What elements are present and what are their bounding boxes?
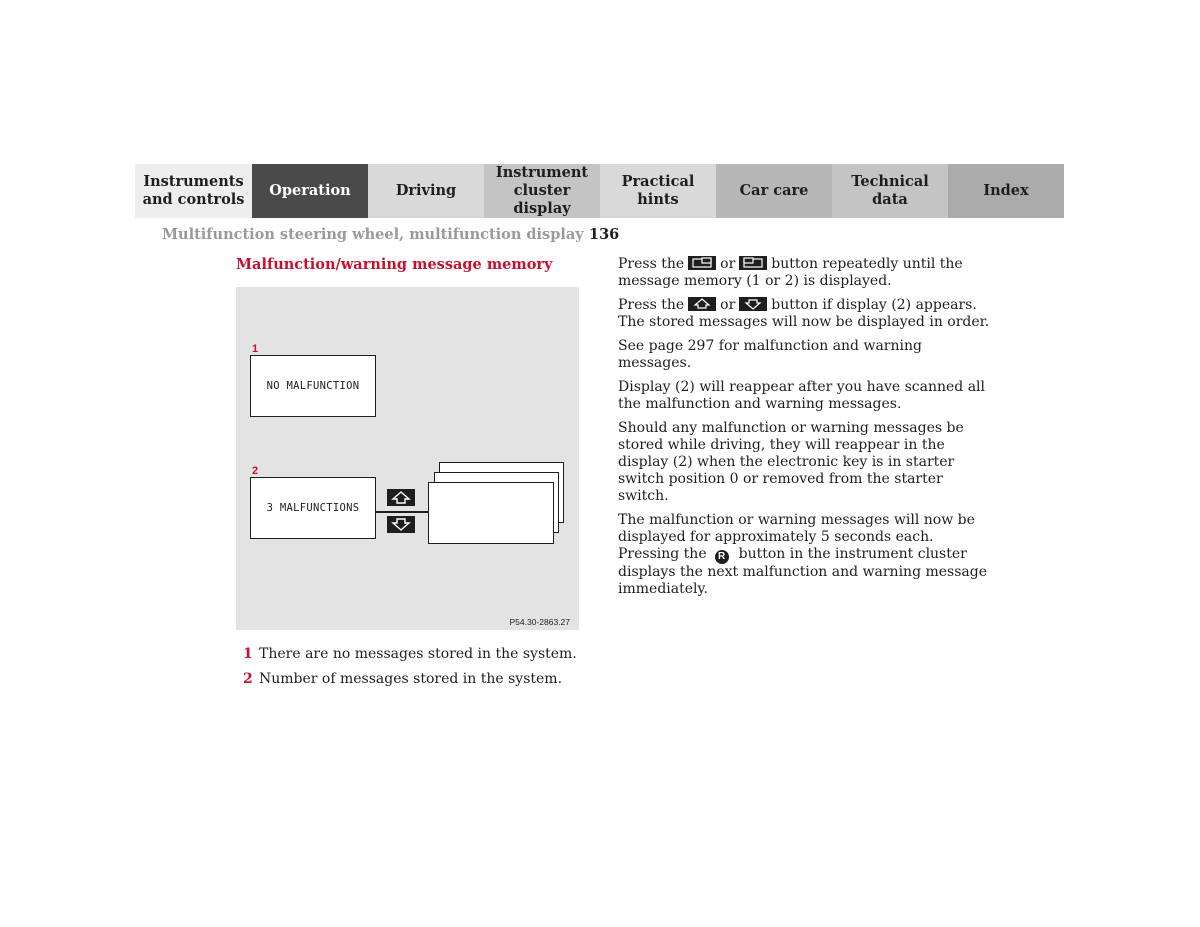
paragraph-3: See page 297 for malfunction and warning messages. (618, 338, 922, 371)
tab-car-care[interactable]: Car care (716, 164, 832, 218)
paragraph-1 (618, 256, 990, 290)
p2-text-b: button if display (2) appears. The stored messages will now be displayed in order. (618, 297, 990, 330)
section-title: Multifunction steering wheel, multifunction display (162, 226, 584, 243)
display-page-back-icon (739, 256, 767, 270)
page-number: 136 (589, 226, 620, 243)
p6-text-a: The malfunction or warning messages will now be displayed for approximately 5 seconds each. Pressing the (618, 512, 975, 562)
legend-text: There are no messages stored in the system. (259, 646, 577, 662)
tab-instrument-cluster-display[interactable]: Instrument cluster display (484, 164, 600, 218)
legend-text: Number of messages stored in the system. (259, 671, 563, 687)
paragraph-6 (618, 512, 990, 598)
chapter-navigation (135, 164, 1065, 218)
connector-line (376, 511, 429, 513)
up-button-icon (688, 297, 716, 311)
message-page-front (428, 482, 554, 544)
display-illustration (236, 287, 579, 630)
legend-number: 2 (243, 671, 253, 687)
down-button-icon (739, 297, 767, 311)
legend-number: 1 (243, 646, 253, 662)
display-2-text: 3 MALFUNCTIONS (266, 502, 360, 514)
paragraph-4: Display (2) will reappear after you have scanned all the malfunction and warning messages. (618, 379, 986, 412)
p2-text-a: Press the (618, 297, 685, 313)
p1-text-b: button repeatedly until the message memory (1 or 2) is displayed. (618, 256, 963, 289)
legend-item-2 (243, 671, 562, 687)
paragraph-5: Should any malfunction or warning messages be stored while driving, they will reappear in the display (2) when the electronic key is in starter switch position 0 or removed from the starter switch. (618, 420, 964, 504)
arrow-down-button-icon (387, 516, 415, 533)
tab-driving[interactable]: Driving (368, 164, 484, 218)
tab-index[interactable]: Index (948, 164, 1064, 218)
tab-technical-data[interactable]: Technical data (832, 164, 948, 218)
tab-practical-hints[interactable]: Practical hints (600, 164, 716, 218)
display-malfunction-count (250, 477, 376, 539)
display-no-malfunction (250, 355, 376, 417)
instructions-text (618, 256, 990, 605)
figure-label-2: 2 (252, 465, 259, 477)
section-heading: Malfunction/warning message memory (236, 256, 553, 273)
display-1-text: NO MALFUNCTION (266, 380, 360, 392)
legend-item-1 (243, 646, 577, 662)
p2-or: or (720, 297, 736, 313)
figure-label-1: 1 (252, 343, 259, 355)
tab-instruments-and-controls[interactable]: Instruments and controls (135, 164, 252, 218)
display-page-forward-icon (688, 256, 716, 270)
tab-operation[interactable]: Operation (252, 164, 368, 218)
arrow-up-button-icon (387, 489, 415, 506)
reset-button-icon: R (715, 550, 729, 564)
paragraph-2 (618, 297, 990, 331)
figure-code: P54.30-2863.27 (509, 617, 570, 627)
p1-text-a: Press the (618, 256, 685, 272)
p1-or: or (720, 256, 736, 272)
p6-text-b: button in the instrument cluster displays the next malfunction and warning message immediately. (618, 546, 988, 597)
